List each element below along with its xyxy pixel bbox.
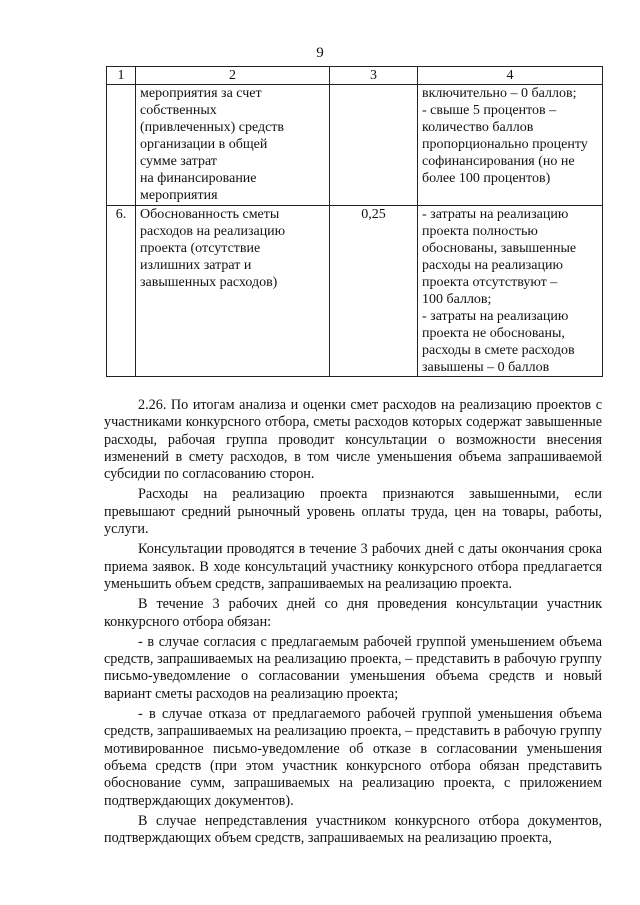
cell-line: количество баллов [422,120,534,135]
cell-line: 100 баллов; [422,292,492,307]
cell-line: - затраты на реализацию [422,309,569,324]
table-row [107,85,603,206]
scoring-cell [418,206,603,377]
table-header-cell: 3 [330,67,418,85]
cell-line: более 100 процентов) [422,171,551,186]
scoring-cell [418,85,603,206]
cell-line: сумме затрат [140,154,217,169]
page-number: 9 [316,45,324,61]
cell-line: пропорционально проценту [422,137,588,152]
cell-line: мероприятия [140,188,218,203]
cell-line: расходы в смете расходов [422,343,575,358]
cell-line: завышены – 0 баллов [422,360,550,375]
criterion-cell [136,206,330,377]
row-number-cell [107,85,136,206]
row-number-cell: 6. [107,206,136,377]
paragraph: - в случае отказа от предлагаемого рабочей группой уменьшения объема средств, запрашиваемых на реализацию проекта, – представить в рабочую группу мотивированное письмо-уведомление об отказе в согласовании уменьшения объема средств (при этом участник конкурсного отбора обязан представить обоснование сумм, запрашиваемых на реализацию проекта, с приложением подтверждающих документов). [104,706,602,809]
table-row [107,206,603,377]
weight-cell: 0,25 [330,206,418,377]
cell-line: софинансирования (но не [422,154,575,169]
paragraph: Консультации проводятся в течение 3 рабочих дней с даты окончания срока приема заявок. В ходе консультаций участнику конкурсного отбора предлагается уменьшить объем средств, запрашиваемых на реализацию проекта. [104,541,602,592]
paragraph: 2.26. По итогам анализа и оценки смет расходов на реализацию проектов с участниками конкурсного отбора, сметы расходов которых содержат завышенные расходы, рабочая группа проводит консультации о возможности внесения изменений в смету расходов, в том числе уменьшения объема запрашиваемой субсидии по согласованию сторон. [104,397,602,483]
table-header-cell: 1 [107,67,136,85]
cell-line: собственных [140,103,217,118]
body-text [104,397,602,847]
table-header-cell: 2 [136,67,330,85]
table-header-cell: 4 [418,67,603,85]
cell-line: излишних затрат и [140,258,252,273]
paragraph: В случае непредставления участником конкурсного отбора документов, подтверждающих объем средств, запрашиваемых на реализацию проекта, [104,812,602,847]
weight-cell [330,85,418,206]
criteria-table [106,66,603,377]
cell-line: (привлеченных) средств [140,120,285,135]
cell-line: Обоснованность сметы [140,207,280,222]
cell-line: обоснованы, завышенные [422,241,577,256]
cell-line: проекта не обоснованы, [422,326,565,341]
cell-line: организации в общей [140,137,268,152]
cell-line: расходов на реализацию [140,224,286,239]
cell-line: на финансирование [140,171,257,186]
paragraph: В течение 3 рабочих дней со дня проведения консультации участник конкурсного отбора обязан: [104,596,602,630]
cell-line: расходы на реализацию [422,258,563,273]
criterion-cell [136,85,330,206]
paragraph: - в случае согласия с предлагаемым рабочей группой уменьшением объема средств, запрашиваемых на реализацию проекта, – представить в рабочую группу письмо-уведомление о согласовании уменьшения объема средств и новый вариант сметы расходов на реализацию проекта; [104,633,602,702]
cell-line: проекта полностью [422,224,538,239]
cell-line: включительно – 0 баллов; [422,86,577,101]
table-header-row [107,67,603,85]
cell-line: проекта (отсутствие [140,241,261,256]
cell-line: - затраты на реализацию [422,207,569,222]
cell-line: проекта отсутствуют – [422,275,558,290]
cell-line: завышенных расходов) [140,275,278,290]
paragraph: Расходы на реализацию проекта признаются завышенными, если превышают средний рыночный уровень оплаты труда, цен на товары, работы, услуги. [104,486,602,538]
cell-line: мероприятия за счет [140,86,262,101]
cell-line: - свыше 5 процентов – [422,103,557,118]
